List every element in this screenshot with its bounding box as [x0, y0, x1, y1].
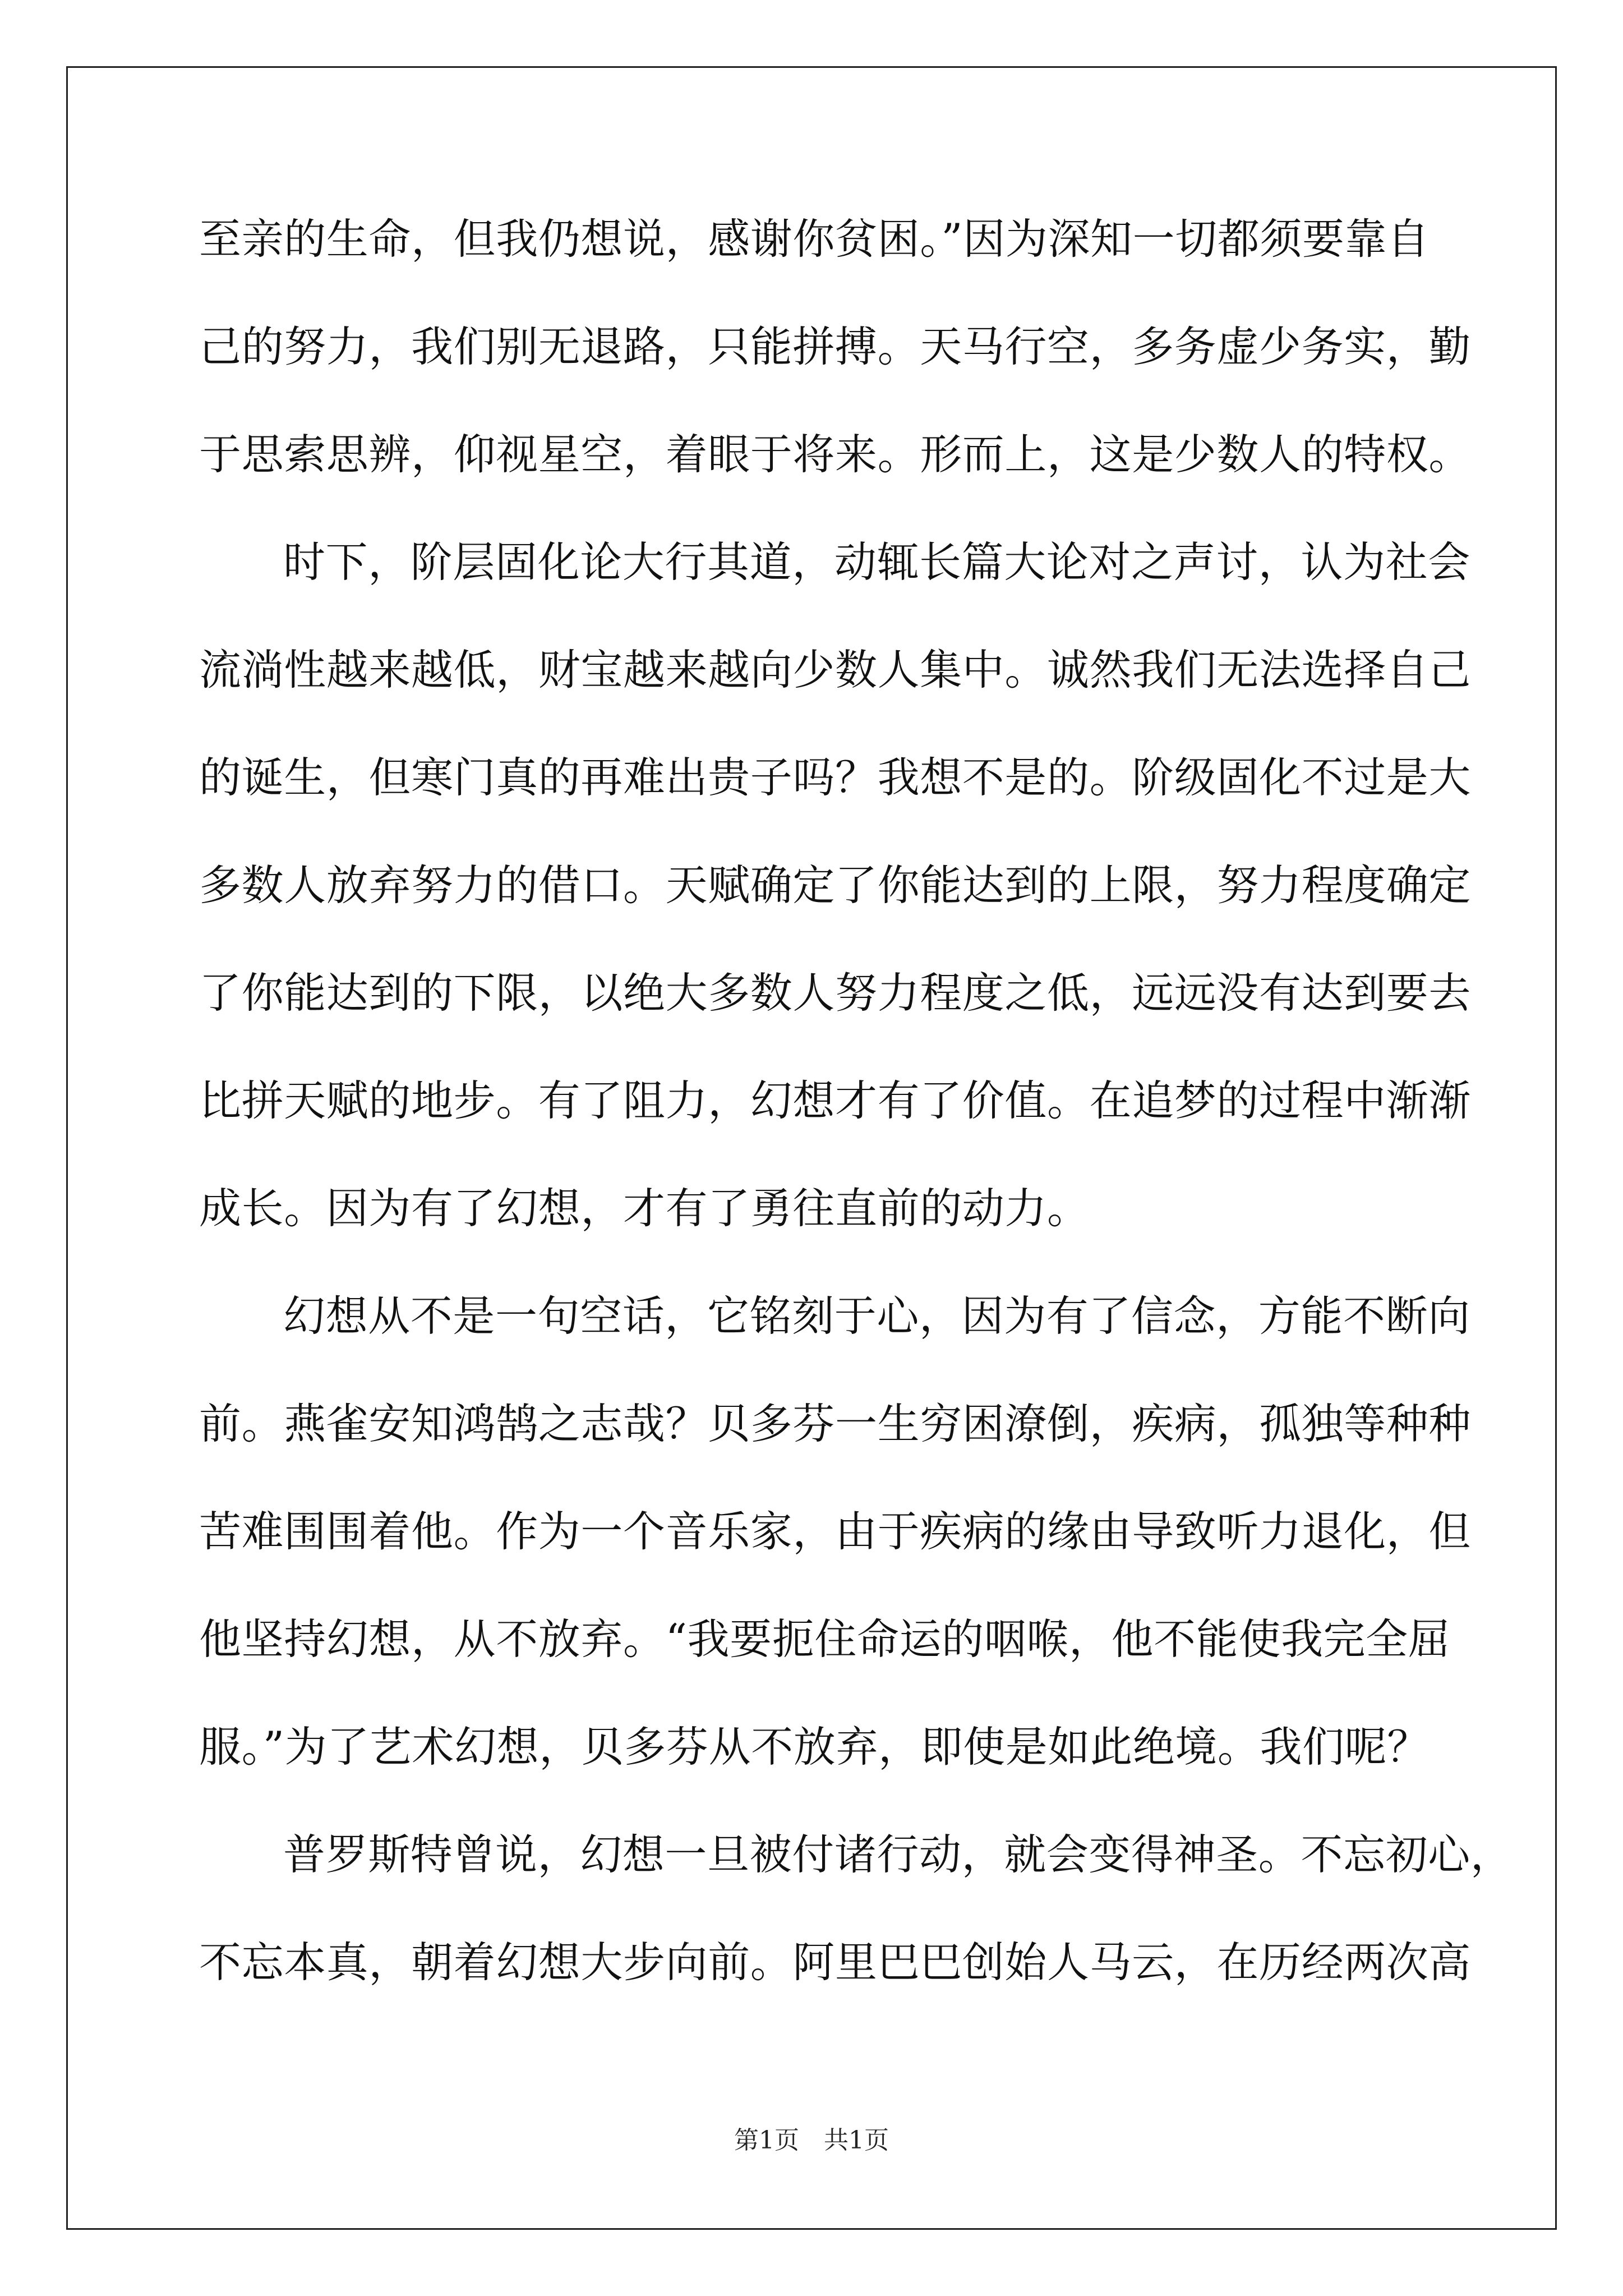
page-number-footer: 第1页 共1页 — [734, 2126, 889, 2155]
paragraph-first-line: 幻想从不是一句空话，它铭刻于心，因为有了信念，方能不断向 — [283, 1291, 1470, 1341]
text-line: 苦难围围着他。作为一个音乐家，由于疾病的缘由导致听力退化，但 — [199, 1507, 1472, 1556]
text-line: 成长。因为有了幻想，才有了勇往直前的动力。 — [199, 1184, 1090, 1233]
text-line: 流淌性越来越低，财宝越来越向少数人集中。诚然我们无法选择自己 — [199, 645, 1472, 694]
text-line: 的诞生，但寒门真的再难出贵子吗？我想不是的。阶级固化不过是大 — [199, 753, 1472, 802]
paragraph-first-line: 普罗斯特曾说，幻想一旦被付诸行动，就会变得神圣。不忘初心， — [283, 1830, 1513, 1879]
text-line: 于思索思辨，仰视星空，着眼于将来。形而上，这是少数人的特权。 — [199, 430, 1472, 479]
text-line: 前。燕雀安知鸿鹄之志哉？贝多芬一生穷困潦倒，疾病，孤独等种种 — [199, 1399, 1472, 1448]
text-line: 服。”为了艺术幻想，贝多芬从不放弃，即使是如此绝境。我们呢？ — [199, 1722, 1430, 1772]
text-line: 至亲的生命，但我仍想说，感谢你贫困。”因为深知一切都须要靠自 — [199, 214, 1430, 264]
paragraph-first-line: 时下，阶层固化论大行其道，动辄长篇大论对之声讨，认为社会 — [283, 537, 1470, 587]
text-line: 不忘本真，朝着幻想大步向前。阿里巴巴创始人马云，在历经两次高 — [199, 1938, 1472, 1987]
text-line: 比拼天赋的地步。有了阻力，幻想才有了价值。在追梦的过程中渐渐 — [199, 1076, 1472, 1125]
text-line: 了你能达到的下限，以绝大多数人努力程度之低，远远没有达到要去 — [199, 968, 1472, 1018]
text-line: 多数人放弃努力的借口。天赋确定了你能达到的上限，努力程度确定 — [199, 861, 1472, 910]
document-body — [199, 185, 1513, 2016]
text-line: 己的努力，我们别无退路，只能拼搏。天马行空，多务虚少务实，勤 — [199, 322, 1472, 371]
text-line: 他坚持幻想，从不放弃。“我要扼住命运的咽喉，他不能使我完全屈 — [199, 1614, 1451, 1664]
